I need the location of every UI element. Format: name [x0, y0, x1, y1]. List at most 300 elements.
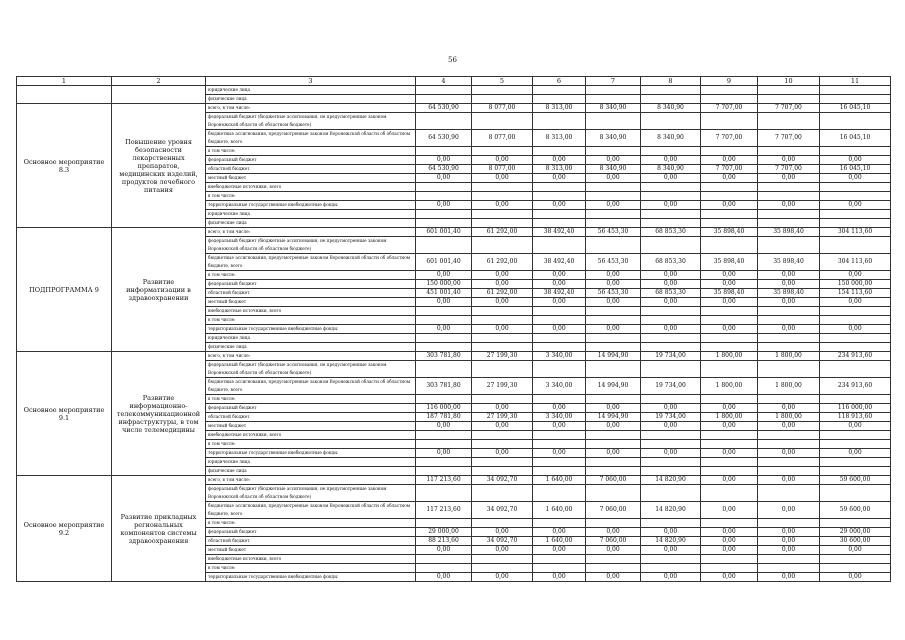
value-cell	[701, 95, 758, 104]
value-cell	[701, 440, 758, 449]
value-cell	[641, 343, 701, 352]
source-label: федеральный бюджет (бюджетные ассигнования, не предусмотренные законом Воронежской области об областном бюджете)	[206, 237, 416, 254]
value-cell: 7 707,00	[701, 165, 758, 174]
value-cell	[758, 183, 820, 192]
source-label: местный бюджет	[206, 298, 416, 307]
value-cell: 0,00	[641, 546, 701, 555]
value-cell: 0,00	[586, 156, 641, 165]
value-cell	[820, 467, 891, 476]
value-cell	[820, 485, 891, 502]
source-label: бюджетные ассигнования, предусмотренные законом Воронежской области об областном бюджете, всего	[206, 254, 416, 271]
value-cell	[586, 183, 641, 192]
value-cell: 0,00	[472, 298, 533, 307]
value-cell	[533, 555, 586, 564]
value-cell	[586, 113, 641, 130]
value-cell: 0,00	[586, 174, 641, 183]
value-cell	[533, 343, 586, 352]
value-cell: 7 707,00	[758, 130, 820, 147]
value-cell	[533, 192, 586, 201]
value-cell: 0,00	[820, 156, 891, 165]
value-cell: 0,00	[758, 546, 820, 555]
level-cell: ПОДПРОГРАММА 9	[17, 228, 112, 352]
value-cell	[533, 519, 586, 528]
value-cell	[758, 307, 820, 316]
table-row	[17, 86, 891, 95]
value-cell: 0,00	[586, 528, 641, 537]
value-cell: 154 113,60	[820, 289, 891, 298]
value-cell	[641, 467, 701, 476]
value-cell: 0,00	[472, 325, 533, 334]
value-cell	[472, 147, 533, 156]
value-cell: 8 077,00	[472, 165, 533, 174]
value-cell: 8 340,90	[641, 130, 701, 147]
value-cell: 68 853,30	[641, 289, 701, 298]
value-cell: 0,00	[533, 528, 586, 537]
value-cell: 35 898,40	[701, 289, 758, 298]
value-cell: 3 340,00	[533, 413, 586, 422]
value-cell	[641, 555, 701, 564]
value-cell	[701, 343, 758, 352]
value-cell: 29 000,00	[416, 528, 472, 537]
value-cell: 1 800,00	[701, 352, 758, 361]
value-cell: 234 913,60	[820, 378, 891, 395]
value-cell	[820, 237, 891, 254]
value-cell	[416, 219, 472, 228]
value-cell	[472, 183, 533, 192]
value-cell	[641, 210, 701, 219]
value-cell: 0,00	[641, 422, 701, 431]
value-cell	[586, 307, 641, 316]
value-cell: 0,00	[701, 156, 758, 165]
value-cell	[641, 86, 701, 95]
value-cell: 601 001,40	[416, 254, 472, 271]
value-cell: 14 820,90	[641, 502, 701, 519]
value-cell	[820, 316, 891, 325]
value-cell	[701, 458, 758, 467]
value-cell	[758, 458, 820, 467]
value-cell	[701, 237, 758, 254]
value-cell	[586, 440, 641, 449]
value-cell	[416, 210, 472, 219]
value-cell: 0,00	[533, 573, 586, 582]
value-cell	[533, 431, 586, 440]
value-cell	[641, 440, 701, 449]
value-cell: 29 000,00	[820, 528, 891, 537]
value-cell: 0,00	[416, 546, 472, 555]
value-cell	[641, 316, 701, 325]
value-cell	[586, 395, 641, 404]
value-cell	[758, 555, 820, 564]
value-cell: 304 113,60	[820, 228, 891, 237]
value-cell	[533, 113, 586, 130]
value-cell	[820, 210, 891, 219]
value-cell: 34 092,70	[472, 502, 533, 519]
value-cell: 8 340,90	[641, 104, 701, 113]
value-cell	[701, 564, 758, 573]
value-cell	[472, 316, 533, 325]
value-cell	[472, 210, 533, 219]
value-cell	[586, 564, 641, 573]
value-cell: 0,00	[416, 325, 472, 334]
value-cell: 0,00	[758, 449, 820, 458]
value-cell: 0,00	[586, 449, 641, 458]
value-cell: 0,00	[586, 280, 641, 289]
source-label: в том числе:	[206, 519, 416, 528]
value-cell: 64 530,90	[416, 104, 472, 113]
source-label: в том числе:	[206, 440, 416, 449]
value-cell	[701, 86, 758, 95]
value-cell: 150 000,00	[416, 280, 472, 289]
value-cell: 117 213,60	[416, 476, 472, 485]
source-label: внебюджетные источники, всего	[206, 555, 416, 564]
source-label: областной бюджет	[206, 537, 416, 546]
value-cell: 0,00	[472, 528, 533, 537]
value-cell: 0,00	[641, 573, 701, 582]
value-cell	[641, 458, 701, 467]
value-cell: 59 600,00	[820, 502, 891, 519]
value-cell	[586, 343, 641, 352]
value-cell	[586, 86, 641, 95]
value-cell	[701, 316, 758, 325]
value-cell	[416, 467, 472, 476]
value-cell: 0,00	[820, 325, 891, 334]
value-cell	[758, 440, 820, 449]
value-cell	[758, 361, 820, 378]
value-cell: 56 453,30	[586, 254, 641, 271]
value-cell	[820, 343, 891, 352]
value-cell: 0,00	[701, 271, 758, 280]
value-cell: 0,00	[758, 422, 820, 431]
value-cell: 38 492,40	[533, 228, 586, 237]
value-cell: 8 340,90	[641, 165, 701, 174]
header-cell: 5	[472, 77, 533, 86]
value-cell: 16 045,10	[820, 104, 891, 113]
source-label: федеральный бюджет (бюджетные ассигнования, не предусмотренные законом Воронежской области об областном бюджете)	[206, 485, 416, 502]
source-label: бюджетные ассигнования, предусмотренные законом Воронежской области об областном бюджете, всего	[206, 130, 416, 147]
value-cell: 68 853,30	[641, 228, 701, 237]
value-cell	[416, 361, 472, 378]
value-cell	[533, 440, 586, 449]
value-cell	[533, 564, 586, 573]
value-cell: 0,00	[533, 280, 586, 289]
value-cell	[758, 343, 820, 352]
value-cell	[701, 519, 758, 528]
source-label: федеральный бюджет	[206, 404, 416, 413]
value-cell: 35 898,40	[758, 228, 820, 237]
value-cell	[758, 210, 820, 219]
value-cell: 234 913,60	[820, 352, 891, 361]
value-cell: 0,00	[416, 271, 472, 280]
value-cell: 0,00	[641, 404, 701, 413]
level-cell	[17, 86, 112, 104]
value-cell	[758, 485, 820, 502]
value-cell	[820, 555, 891, 564]
value-cell	[820, 564, 891, 573]
value-cell: 0,00	[533, 422, 586, 431]
value-cell	[641, 485, 701, 502]
value-cell	[820, 307, 891, 316]
value-cell	[701, 147, 758, 156]
header-row	[17, 77, 891, 86]
value-cell	[701, 113, 758, 130]
value-cell: 8 313,00	[533, 104, 586, 113]
value-cell: 7 060,00	[586, 476, 641, 485]
value-cell: 0,00	[533, 449, 586, 458]
value-cell: 0,00	[701, 174, 758, 183]
value-cell	[416, 192, 472, 201]
value-cell	[701, 210, 758, 219]
value-cell: 1 800,00	[758, 352, 820, 361]
source-label: областной бюджет	[206, 413, 416, 422]
value-cell	[641, 95, 701, 104]
value-cell: 0,00	[758, 476, 820, 485]
value-cell: 0,00	[472, 201, 533, 210]
value-cell	[820, 361, 891, 378]
name-cell: Развитие информатизации в здравоохранении	[112, 228, 206, 352]
value-cell: 0,00	[416, 174, 472, 183]
value-cell	[758, 334, 820, 343]
value-cell	[820, 458, 891, 467]
name-cell	[112, 86, 206, 104]
value-cell: 0,00	[701, 476, 758, 485]
value-cell	[820, 183, 891, 192]
value-cell: 0,00	[701, 573, 758, 582]
value-cell	[758, 395, 820, 404]
value-cell	[641, 147, 701, 156]
value-cell: 116 000,00	[820, 404, 891, 413]
value-cell: 0,00	[472, 573, 533, 582]
source-label: физические лица	[206, 95, 416, 104]
value-cell	[586, 316, 641, 325]
value-cell: 0,00	[820, 201, 891, 210]
value-cell: 8 340,90	[586, 130, 641, 147]
value-cell	[820, 95, 891, 104]
value-cell: 0,00	[820, 546, 891, 555]
page-number: 56	[448, 56, 457, 64]
value-cell	[586, 467, 641, 476]
value-cell	[701, 395, 758, 404]
source-label: в том числе:	[206, 316, 416, 325]
value-cell: 0,00	[586, 422, 641, 431]
value-cell	[758, 431, 820, 440]
value-cell: 0,00	[416, 422, 472, 431]
value-cell: 14 994,90	[586, 413, 641, 422]
value-cell: 61 292,00	[472, 254, 533, 271]
value-cell: 7 060,00	[586, 537, 641, 546]
value-cell: 0,00	[758, 271, 820, 280]
value-cell	[472, 307, 533, 316]
source-label: в том числе:	[206, 271, 416, 280]
value-cell: 88 213,60	[416, 537, 472, 546]
value-cell	[416, 86, 472, 95]
value-cell: 0,00	[472, 280, 533, 289]
value-cell	[701, 183, 758, 192]
value-cell: 8 077,00	[472, 130, 533, 147]
value-cell	[416, 95, 472, 104]
table-row	[17, 352, 891, 361]
value-cell	[472, 395, 533, 404]
value-cell: 0,00	[586, 404, 641, 413]
value-cell: 7 707,00	[701, 104, 758, 113]
value-cell	[416, 113, 472, 130]
value-cell: 0,00	[701, 298, 758, 307]
value-cell: 16 045,10	[820, 130, 891, 147]
value-cell	[533, 183, 586, 192]
value-cell	[416, 431, 472, 440]
header-cell: 6	[533, 77, 586, 86]
source-label: территориальные государственные внебюджетные фонды	[206, 201, 416, 210]
value-cell	[586, 95, 641, 104]
value-cell: 601 001,40	[416, 228, 472, 237]
value-cell: 0,00	[641, 528, 701, 537]
value-cell: 56 453,30	[586, 228, 641, 237]
value-cell	[641, 431, 701, 440]
value-cell: 304 113,60	[820, 254, 891, 271]
value-cell	[820, 192, 891, 201]
value-cell	[820, 519, 891, 528]
value-cell	[820, 219, 891, 228]
value-cell: 8 313,00	[533, 130, 586, 147]
value-cell	[586, 237, 641, 254]
value-cell	[416, 440, 472, 449]
source-label: территориальные государственные внебюджетные фонды	[206, 449, 416, 458]
value-cell: 1 640,00	[533, 537, 586, 546]
value-cell	[758, 467, 820, 476]
value-cell: 0,00	[472, 156, 533, 165]
value-cell	[586, 519, 641, 528]
value-cell: 27 199,30	[472, 413, 533, 422]
value-cell	[586, 485, 641, 502]
value-cell: 0,00	[416, 156, 472, 165]
value-cell	[472, 192, 533, 201]
value-cell: 14 994,90	[586, 378, 641, 395]
value-cell: 0,00	[586, 573, 641, 582]
value-cell: 8 340,90	[586, 104, 641, 113]
value-cell: 59 600,00	[820, 476, 891, 485]
value-cell: 303 781,80	[416, 378, 472, 395]
table-row	[17, 228, 891, 237]
value-cell: 0,00	[586, 546, 641, 555]
value-cell	[416, 458, 472, 467]
value-cell: 0,00	[472, 449, 533, 458]
value-cell: 1 800,00	[758, 413, 820, 422]
value-cell: 0,00	[641, 174, 701, 183]
value-cell	[533, 86, 586, 95]
value-cell	[416, 147, 472, 156]
value-cell: 0,00	[758, 528, 820, 537]
value-cell	[758, 86, 820, 95]
source-label: физические лица	[206, 343, 416, 352]
value-cell: 187 781,80	[416, 413, 472, 422]
value-cell: 0,00	[701, 546, 758, 555]
value-cell	[701, 467, 758, 476]
value-cell: 14 820,90	[641, 476, 701, 485]
value-cell	[701, 361, 758, 378]
value-cell	[586, 555, 641, 564]
header-cell: 11	[820, 77, 891, 86]
value-cell	[820, 147, 891, 156]
table-row	[17, 104, 891, 113]
value-cell: 0,00	[820, 422, 891, 431]
value-cell	[586, 458, 641, 467]
header-cell: 7	[586, 77, 641, 86]
value-cell: 3 340,00	[533, 352, 586, 361]
value-cell	[533, 95, 586, 104]
value-cell	[820, 113, 891, 130]
value-cell	[586, 219, 641, 228]
value-cell	[641, 395, 701, 404]
value-cell	[820, 395, 891, 404]
value-cell: 0,00	[641, 201, 701, 210]
source-label: федеральный бюджет (бюджетные ассигнования, не предусмотренные законом Воронежской области об областном бюджете)	[206, 361, 416, 378]
header-cell: 8	[641, 77, 701, 86]
value-cell: 0,00	[641, 325, 701, 334]
value-cell	[472, 458, 533, 467]
value-cell	[472, 361, 533, 378]
value-cell: 3 340,00	[533, 378, 586, 395]
value-cell	[586, 210, 641, 219]
value-cell	[533, 361, 586, 378]
value-cell	[758, 316, 820, 325]
source-label: в том числе:	[206, 564, 416, 573]
value-cell: 1 800,00	[758, 378, 820, 395]
value-cell: 0,00	[820, 174, 891, 183]
value-cell	[472, 564, 533, 573]
value-cell: 1 640,00	[533, 502, 586, 519]
value-cell	[416, 237, 472, 254]
value-cell: 0,00	[641, 271, 701, 280]
value-cell	[701, 431, 758, 440]
value-cell	[820, 440, 891, 449]
value-cell: 0,00	[641, 449, 701, 458]
header-cell: 1	[17, 77, 112, 86]
value-cell	[758, 95, 820, 104]
value-cell: 30 600,00	[820, 537, 891, 546]
value-cell	[586, 361, 641, 378]
source-label: бюджетные ассигнования, предусмотренные законом Воронежской области об областном бюджете, всего	[206, 378, 416, 395]
value-cell: 0,00	[701, 201, 758, 210]
source-label: юридические лица	[206, 86, 416, 95]
value-cell	[416, 519, 472, 528]
value-cell	[533, 458, 586, 467]
value-cell	[641, 361, 701, 378]
source-label: всего, в том числе:	[206, 352, 416, 361]
value-cell: 0,00	[758, 537, 820, 546]
value-cell	[641, 519, 701, 528]
name-cell: Развитие прикладных региональных компонентов системы здравоохранения	[112, 476, 206, 582]
value-cell: 19 734,00	[641, 413, 701, 422]
value-cell: 8 340,90	[586, 165, 641, 174]
source-label: местный бюджет	[206, 422, 416, 431]
value-cell: 0,00	[701, 404, 758, 413]
source-label: юридические лица	[206, 458, 416, 467]
value-cell	[701, 192, 758, 201]
value-cell	[820, 431, 891, 440]
value-cell: 1 800,00	[701, 413, 758, 422]
value-cell	[701, 307, 758, 316]
header-cell: 9	[701, 77, 758, 86]
value-cell	[641, 564, 701, 573]
value-cell: 0,00	[641, 280, 701, 289]
value-cell	[416, 316, 472, 325]
value-cell: 61 292,00	[472, 228, 533, 237]
value-cell	[758, 219, 820, 228]
value-cell: 0,00	[641, 156, 701, 165]
value-cell: 38 492,40	[533, 254, 586, 271]
source-label: областной бюджет	[206, 289, 416, 298]
value-cell: 16 045,10	[820, 165, 891, 174]
value-cell	[533, 395, 586, 404]
